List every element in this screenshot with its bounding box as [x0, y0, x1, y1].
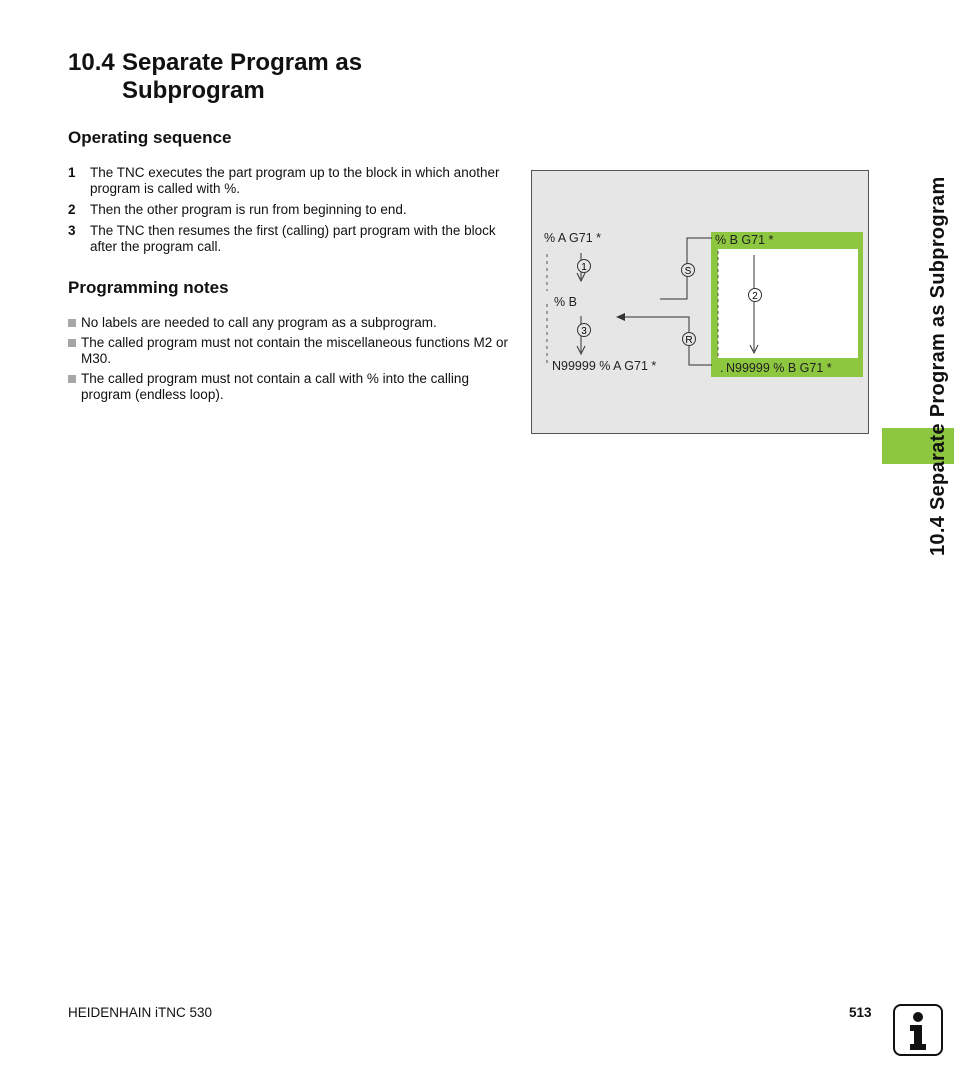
step-item [68, 202, 508, 218]
bullet-square-icon [68, 375, 76, 383]
programming-notes-heading: Programming notes [68, 278, 229, 297]
note-item [68, 315, 508, 331]
side-running-title: 10.4 Separate Program as Subprogram [927, 176, 949, 556]
subprogram-call-diagram [531, 170, 869, 434]
program-b-start-label: % B G71 * [715, 233, 774, 247]
section-title [68, 49, 362, 105]
marker-r: R [685, 335, 693, 346]
step-number: 2 [68, 202, 76, 217]
diagram-svg [532, 171, 870, 435]
section-number: 10.4 [68, 49, 115, 76]
step-text: Then the other program is run from beginning to end. [90, 202, 407, 217]
section-title-line2: Subprogram [122, 77, 265, 104]
step-number: 1 [68, 165, 76, 180]
note-item [68, 335, 508, 367]
marker-2: 2 [752, 291, 758, 302]
step-item [68, 165, 508, 197]
footer-manual-title: HEIDENHAIN iTNC 530 [68, 1005, 213, 1020]
program-b-end-label: N99999 % B G71 * [726, 361, 832, 375]
program-b-end-dot: . [720, 361, 724, 375]
step-number: 3 [68, 223, 76, 238]
return-path-line [622, 317, 712, 365]
call-label: % B [554, 295, 577, 309]
program-a-end-label: N99999 % A G71 * [552, 359, 657, 373]
info-icon-glyph [895, 1006, 941, 1054]
info-icon [893, 1004, 943, 1056]
note-text: No labels are needed to call any program as a subprogram. [81, 315, 437, 330]
marker-s: S [684, 266, 692, 277]
section-title-line1: Separate Program as [122, 49, 363, 76]
program-b-body [718, 249, 858, 358]
return-arrow-head [616, 313, 625, 321]
programming-notes-list [68, 315, 508, 407]
bullet-square-icon [68, 339, 76, 347]
step-item [68, 223, 508, 255]
program-a-start-label: % A G71 * [544, 231, 601, 245]
note-text: The called program must not contain the miscellaneous functions M2 or M30. [81, 335, 508, 366]
note-text: The called program must not contain a call with % into the calling program (endless loop). [81, 371, 469, 402]
marker-3: 3 [581, 326, 587, 337]
operating-steps [68, 165, 508, 260]
operating-sequence-heading: Operating sequence [68, 128, 232, 147]
step-text: The TNC executes the part program up to the block in which another program is called with %. [90, 165, 500, 196]
marker-1: 1 [581, 262, 587, 273]
page-number: 513 [849, 1005, 872, 1020]
step-text: The TNC then resumes the first (calling) part program with the block after the program call. [90, 223, 496, 254]
note-item [68, 371, 508, 403]
bullet-square-icon [68, 319, 76, 327]
